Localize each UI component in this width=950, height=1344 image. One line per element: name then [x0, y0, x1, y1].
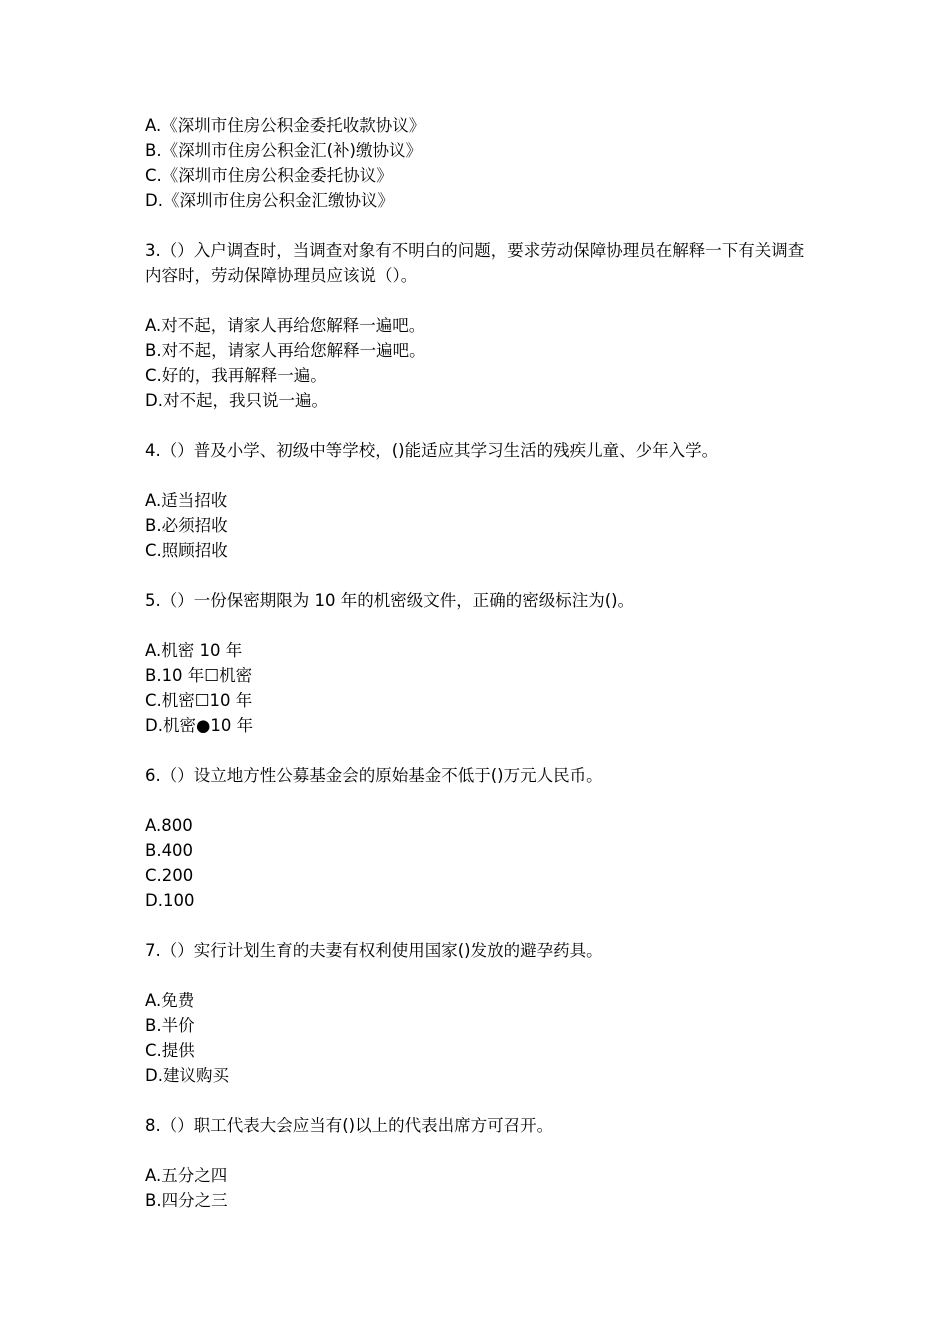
option-b: B.400	[145, 841, 194, 860]
option-c: C.机密☐10 年	[145, 691, 253, 710]
spacer	[145, 613, 815, 638]
spacer	[145, 913, 815, 938]
option-b: B.必须招收	[145, 516, 228, 535]
question-text: 4.（）普及小学、初级中等学校，()能适应其学习生活的残疾儿童、少年入学。	[145, 441, 719, 460]
option-a: A.适当招收	[145, 491, 228, 510]
question-text: 3.（）入户调查时，当调查对象有不明白的问题，要求劳动保障协理员在解释一下有关调查内容时，劳动保障协理员应该说（）。	[145, 241, 805, 285]
question-text: 8.（）职工代表大会应当有()以上的代表出席方可召开。	[145, 1116, 554, 1135]
spacer	[145, 1088, 815, 1113]
option-c: C.照顾招收	[145, 541, 228, 560]
spacer	[145, 788, 815, 813]
document-content	[145, 113, 815, 1213]
option-a: A.五分之四	[145, 1166, 228, 1185]
option-d: D.《深圳市住房公积金汇缴协议》	[145, 191, 394, 210]
option-d: D.建议购买	[145, 1066, 229, 1085]
question-block	[145, 238, 815, 413]
question-text: 7.（）实行计划生育的夫妻有权利使用国家()发放的避孕药具。	[145, 941, 603, 960]
option-d: D.对不起，我只说一遍。	[145, 391, 328, 410]
question-block	[145, 763, 815, 913]
option-a: A.对不起，请家人再给您解释一遍吧。	[145, 316, 426, 335]
spacer	[145, 288, 815, 313]
spacer	[145, 213, 815, 238]
question-block	[145, 438, 815, 563]
spacer	[145, 563, 815, 588]
option-a: A.800	[145, 816, 193, 835]
spacer	[145, 738, 815, 763]
question-block	[145, 938, 815, 1088]
question-block	[145, 588, 815, 738]
option-b: B.《深圳市住房公积金汇(补)缴协议》	[145, 141, 422, 160]
spacer	[145, 413, 815, 438]
option-b: B.半价	[145, 1016, 195, 1035]
question-text: 5.（）一份保密期限为 10 年的机密级文件，正确的密级标注为()。	[145, 591, 635, 610]
option-c: C.《深圳市住房公积金委托协议》	[145, 166, 393, 185]
previous-question-options	[145, 113, 815, 213]
option-a: A.机密 10 年	[145, 641, 243, 660]
option-b: B.四分之三	[145, 1191, 228, 1210]
option-b: B.10 年☐机密	[145, 666, 253, 685]
option-d: D.100	[145, 891, 195, 910]
option-a: A.《深圳市住房公积金委托收款协议》	[145, 116, 426, 135]
option-c: C.200	[145, 866, 194, 885]
spacer	[145, 463, 815, 488]
option-c: C.好的，我再解释一遍。	[145, 366, 327, 385]
spacer	[145, 963, 815, 988]
question-text: 6.（）设立地方性公募基金会的原始基金不低于()万元人民币。	[145, 766, 603, 785]
spacer	[145, 1138, 815, 1163]
option-b: B.对不起，请家人再给您解释一遍吧。	[145, 341, 426, 360]
option-a: A.免费	[145, 991, 195, 1010]
option-d: D.机密●10 年	[145, 716, 254, 735]
question-block	[145, 1113, 815, 1213]
option-c: C.提供	[145, 1041, 195, 1060]
